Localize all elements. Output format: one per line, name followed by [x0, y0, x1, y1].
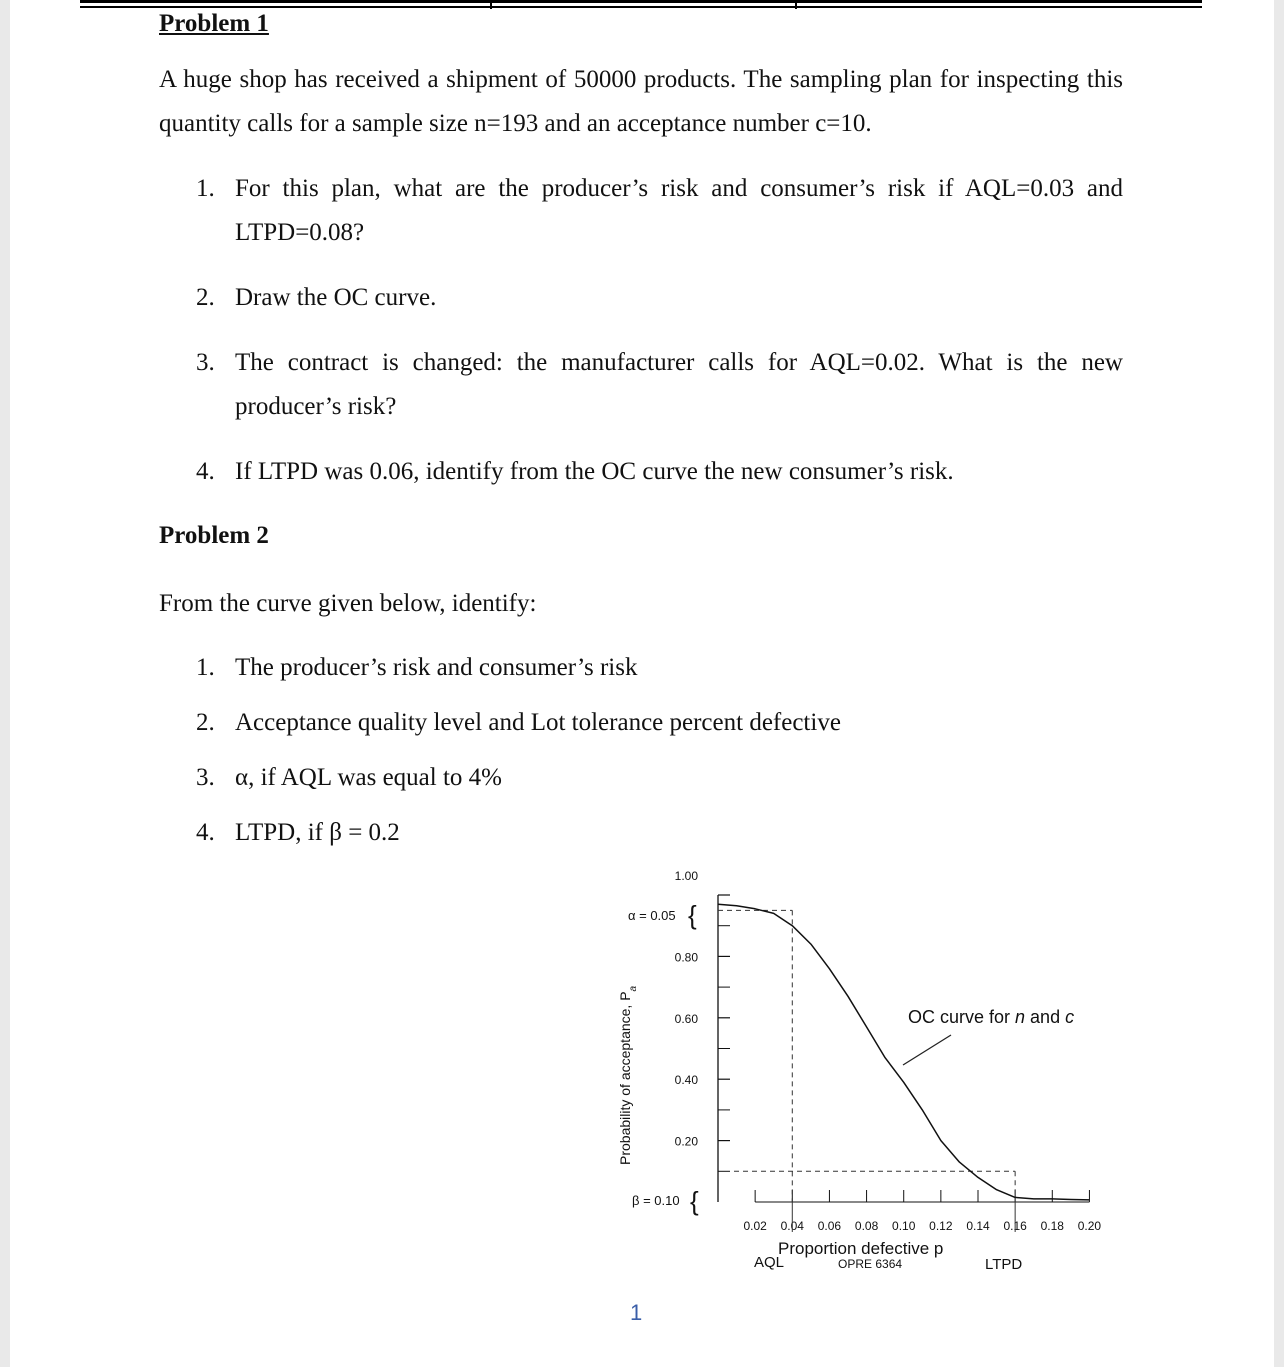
problem2-heading: Problem 2: [159, 522, 269, 549]
problem1-question-3: [196, 341, 1123, 429]
chart-dynamic-layer: [675, 869, 1102, 1233]
curve-label-and: and: [1025, 1007, 1066, 1027]
x-tick-label: 0.16: [1003, 1219, 1027, 1233]
beta-brace: {: [690, 1186, 699, 1216]
question-text: LTPD, if β = 0.2: [235, 819, 400, 846]
x-tick-label: 0.04: [780, 1219, 804, 1233]
list-number: 2.: [196, 709, 215, 736]
problem1-intro: A huge shop has received a shipment of 50000 products. The sampling plan for inspecting this quantity calls for a sample size n=193 and an acceptance number c=10.: [159, 66, 1123, 137]
x-tick-label: 0.12: [929, 1219, 953, 1233]
curve-label-pointer: [903, 1035, 951, 1065]
question-text: α, if AQL was equal to 4%: [235, 764, 502, 791]
x-tick-label: 0.06: [817, 1219, 842, 1233]
y-axis-label: [617, 985, 639, 1165]
x-tick-label: 0.20: [1077, 1219, 1102, 1233]
x-tick-label: 0.02: [743, 1219, 767, 1233]
y-axis-label-text: Probability of acceptance, P: [617, 991, 633, 1165]
oc-curve-chart: [608, 869, 1128, 1280]
list-number: 2.: [196, 284, 215, 311]
question-text: For this plan, what are the producer’s risk and consumer’s risk if AQL=0.03 and LTPD=0.08?: [235, 175, 1123, 246]
x-tick-label: 0.14: [966, 1219, 990, 1233]
y-tick-label: 0.60: [674, 1011, 698, 1026]
list-number: 3.: [196, 349, 215, 376]
list-number: 1.: [196, 654, 215, 681]
header-rule: [80, 0, 1202, 8]
problem2-question-3: [196, 756, 1123, 800]
ltpd-label: LTPD: [985, 1256, 1023, 1273]
question-text: The contract is changed: the manufacturer calls for AQL=0.02. What is the new producer’s risk?: [235, 349, 1123, 420]
list-number: 4.: [196, 458, 215, 485]
list-number: 3.: [196, 764, 215, 791]
alpha-brace: {: [688, 900, 697, 930]
header-rule-divider: [795, 3, 797, 9]
curve-label-prefix: OC curve for: [908, 1007, 1016, 1027]
list-number: 1.: [196, 175, 215, 202]
question-text: Draw the OC curve.: [235, 284, 437, 311]
curve-label-n: n: [1015, 1007, 1026, 1027]
document-page: [10, 0, 1274, 1367]
x-tick-label: 0.08: [854, 1219, 879, 1233]
problem1-heading: Problem 1: [159, 10, 269, 37]
problem2-intro: From the curve given below, identify:: [159, 590, 537, 617]
oc-curve-line: [718, 904, 1089, 1200]
problem1-question-1: [196, 167, 1123, 255]
x-tick-label: 0.18: [1040, 1219, 1064, 1233]
problem1-question-2: [196, 276, 1123, 320]
aql-label: AQL: [754, 1254, 785, 1271]
alpha-label: α = 0.05: [628, 908, 676, 923]
problem1-question-4: [196, 450, 1123, 494]
y-tick-label: 0.40: [674, 1073, 698, 1088]
problem2-question-2: [196, 701, 1123, 745]
curve-label: [908, 1007, 1074, 1027]
beta-label: β = 0.10: [632, 1193, 680, 1208]
y-tick-label: 0.80: [674, 950, 698, 965]
header-rule-divider: [490, 3, 492, 9]
list-number: 4.: [196, 819, 215, 846]
question-text: The producer’s risk and consumer’s risk: [235, 654, 638, 681]
page-number: 1: [630, 1300, 643, 1325]
y-axis-label-subscript: a: [627, 985, 639, 992]
footer-label: OPRE 6364: [838, 1257, 903, 1271]
y-tick-label: 1.00: [674, 869, 698, 883]
question-text: Acceptance quality level and Lot tolerance percent defective: [235, 709, 841, 736]
x-tick-label: 0.10: [892, 1219, 916, 1233]
oc-curve-svg: [608, 869, 1128, 1280]
curve-label-c: c: [1065, 1007, 1075, 1027]
problem2-question-4: [196, 811, 1123, 855]
x-axis-label: Proportion defective p: [778, 1239, 944, 1258]
problem2-question-1: [196, 646, 1123, 690]
y-tick-label: 0.20: [674, 1134, 698, 1149]
question-text: If LTPD was 0.06, identify from the OC curve the new consumer’s risk.: [235, 458, 954, 485]
